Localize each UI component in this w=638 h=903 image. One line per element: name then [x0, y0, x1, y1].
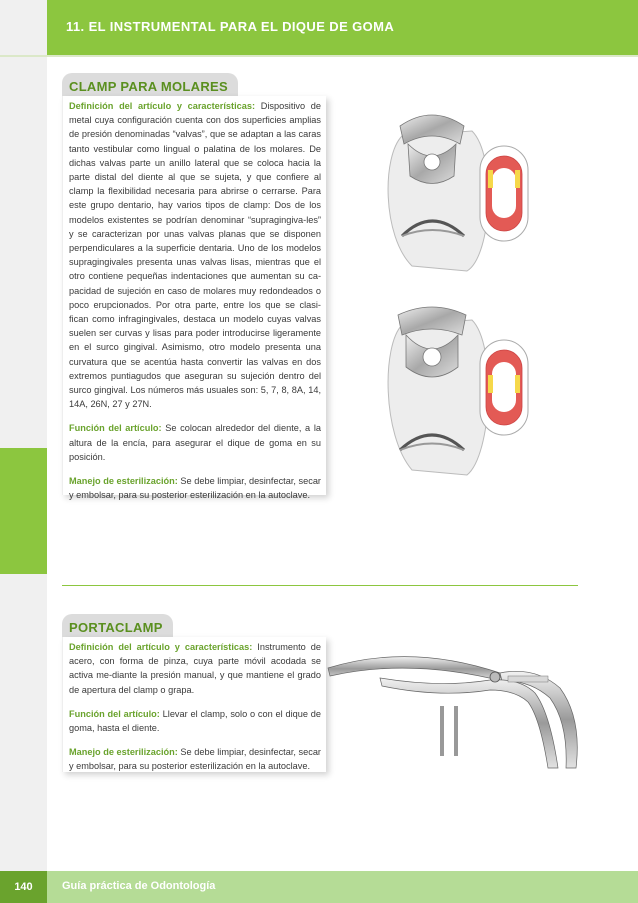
clamp-definition: [69, 99, 321, 411]
clamp-definition-text: Dispositivo de metal cuya configuración cuenta con dos superficies amplias de presión denominadas “valvas”, que se adaptan a las caras tanto vestibular como lingual o palatina de los molares. De dichas valvas parte un anillo lateral que se coloca hacia la parte distal del diente al que se sujeta, y que confiere al clamp la flexibilidad necesaria para abrirse o cerrarse. Para este grupo dentario, hay varios tipos de clamp: Dos de los modelos existentes se podrían denominar “supragingiva-les” y se caracterizan por unas valvas planas que se disponen perpendiculares a la superficie dentaria. Uno de los modelos supragingivales presenta unas valvas lisas, mientras que el otro contiene pequeñas indentaciones que aumentan su ca-pacidad de sujeción en caso de molares muy redondeados o poco erupcionados. Por otra parte, entre los que se clasi-fican como infragingivales, destaca un modelo cuyas valvas suelen ser curvas y lisas para poder introducirse ligeramente en el surco gingival. Asimismo, otro modelo presenta una curvatura que se acentúa hasta convertir las valvas en dos extremos puntiagudos que aseguran su sujeción dentro del surco gingival. Los números más usuales son: 5, 7, 8, 8A, 14, 14A, 26N, 27 y 27N.: [69, 101, 322, 410]
portaclamp-photo: [320, 618, 590, 778]
portaclamp-definition-text: Instrumento de acero, con forma de pinza, cuya parte móvil acodada se activa me-diante la presión manual, y que mantiene el grado de apertura del clamp o grapa.: [69, 642, 321, 695]
portaclamp-definition: [69, 640, 321, 697]
clamp-textbox: [62, 96, 326, 501]
page-number: 140: [0, 871, 47, 903]
clamp-function-label: Función del artículo:: [69, 423, 162, 434]
book-title: Guía práctica de Odontología: [62, 880, 216, 892]
chapter-title: 11. EL INSTRUMENTAL PARA EL DIQUE DE GOMA: [66, 19, 395, 34]
portaclamp-function: [69, 707, 321, 735]
clamp-photo-bottom: [372, 305, 542, 485]
clamp-sterilization-label: Manejo de esterilización:: [69, 476, 178, 487]
clamp-photo-top: [372, 96, 542, 286]
clamp-sterilization: [69, 474, 321, 502]
portaclamp-function-text: Llevar el clamp, solo o con el dique de goma, hasta el diente.: [69, 708, 321, 734]
portaclamp-sterilization-text: Se debe limpiar, desinfectar, secar y embolsar, para su posterior esterilización en la autoclave.: [69, 747, 321, 772]
portaclamp-definition-label: Definición del artículo y características:: [69, 642, 253, 652]
portaclamp-function-label: Función del artículo:: [69, 708, 160, 719]
clamp-sterilization-text: Se debe limpiar, desinfectar, secar y embolsar, para su posterior esterilización en la autoclave.: [69, 476, 321, 501]
portaclamp-sterilization-label: Manejo de esterilización:: [69, 747, 178, 758]
clamp-definition-label: Definición del artículo y características:: [69, 101, 256, 111]
side-chapter-tab: [0, 448, 47, 574]
header-underline: [0, 55, 638, 57]
section-heading-portaclamp: PORTACLAMP: [62, 614, 173, 640]
section-heading-clamp: CLAMP PARA MOLARES: [62, 73, 238, 99]
section-divider: [62, 585, 578, 586]
clamp-function: [69, 421, 321, 464]
clamp-function-text: Se colocan alrededor del diente, a la altura de la encía, para asegurar el dique de goma en su posición.: [69, 423, 321, 462]
portaclamp-textbox: [62, 637, 326, 772]
portaclamp-sterilization: [69, 745, 321, 773]
